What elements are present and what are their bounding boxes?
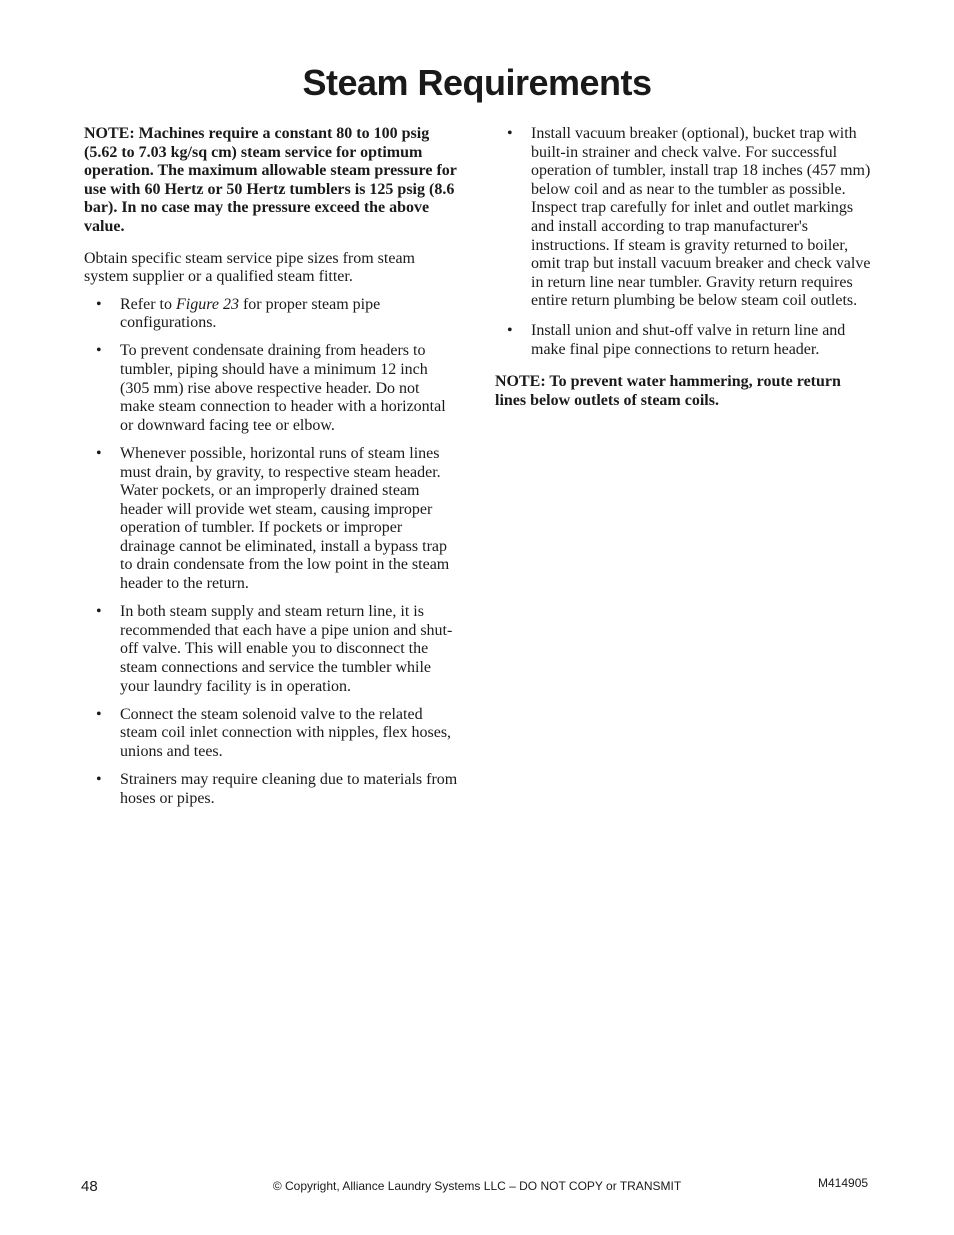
bullet-text: Install union and shut-off valve in return line and make final pipe connections to return header.: [531, 321, 846, 358]
bullet-icon: •: [96, 705, 102, 723]
list-item: [84, 706, 458, 762]
list-item: [495, 322, 873, 359]
document-id: M414905: [818, 1176, 869, 1190]
left-column: [84, 125, 458, 818]
list-item: [84, 771, 458, 808]
bullet-icon: •: [96, 295, 102, 313]
bullet-text: To prevent condensate draining from headers to tumbler, piping should have a minimum 12 inch (305 mm) rise above respective header. Do not make steam connection to header with a horizontal or downward facing tee or elbow.: [120, 342, 446, 434]
bullet-text: In both steam supply and steam return line, it is recommended that each have a pipe union and shut-off valve. This will enable you to disconnect the steam connections and service the tumbler while your laundry facility is in operation.: [120, 603, 453, 695]
list-item: [84, 296, 458, 333]
left-bullet-list: [84, 296, 458, 808]
bullet-text-suffix: for proper steam pipe configurations.: [120, 295, 381, 332]
bullet-icon: •: [96, 603, 102, 621]
page-title: Steam Requirements: [302, 62, 652, 103]
bullet-text: Install vacuum breaker (optional), bucket trap with built-in strainer and check valve. For successful operation of tumbler, install trap 18 inches (457 mm) below coil and as near to the tumbler as possible. Inspect trap carefully for inlet and outlet markings and install according to trap manufacturer's instructions. If steam is gravity returned to boiler, omit trap but install vacuum breaker and check valve in return line near tumbler. Gravity return requires entire return plumbing be below steam coil outlets.: [531, 125, 871, 310]
list-item: [495, 125, 873, 311]
right-column: [495, 125, 873, 423]
copyright-notice: © Copyright, Alliance Laundry Systems LLC – DO NOT COPY or TRANSMIT: [272, 1179, 682, 1193]
bullet-icon: •: [507, 125, 513, 142]
bullet-icon: •: [507, 321, 513, 339]
intro-paragraph: Obtain specific steam service pipe sizes from steam system supplier or a qualified steam fitter.: [84, 249, 415, 286]
water-hammer-note: NOTE: To prevent water hammering, route return lines below outlets of steam coils.: [495, 373, 841, 409]
bullet-text-prefix: Refer to: [120, 295, 176, 313]
figure-reference-link[interactable]: Figure 23: [175, 295, 239, 313]
page-number: 48: [81, 1178, 98, 1195]
bullet-text: Whenever possible, horizontal runs of steam lines must drain, by gravity, to respective steam header. Water pockets, or an improperly drained steam header will provide wet steam, causing improper operation of tumbler. If pockets or improper drainage cannot be eliminated, install a bypass trap to drain condensate from the low point in the steam header to the return.: [120, 444, 450, 593]
bullet-text: Connect the steam solenoid valve to the related steam coil inlet connection with nipples, flex hoses, unions and tees.: [120, 705, 452, 760]
list-item: [84, 342, 458, 435]
bullet-icon: •: [96, 444, 102, 462]
bullet-icon: •: [96, 770, 102, 788]
pressure-note: NOTE: Machines require a constant 80 to 100 psig (5.62 to 7.03 kg/sq cm) steam service for optimum operation. The maximum allowable steam pressure for use with 60 Hertz or 50 Hertz tumblers is 125 psig (8.6 bar). In no case may the pressure exceed the above value.: [84, 125, 457, 235]
bullet-icon: •: [96, 342, 102, 360]
list-item: [84, 603, 458, 696]
right-bullet-list: [495, 125, 873, 359]
list-item: [84, 445, 458, 594]
bullet-text: Strainers may require cleaning due to materials from hoses or pipes.: [120, 770, 458, 807]
